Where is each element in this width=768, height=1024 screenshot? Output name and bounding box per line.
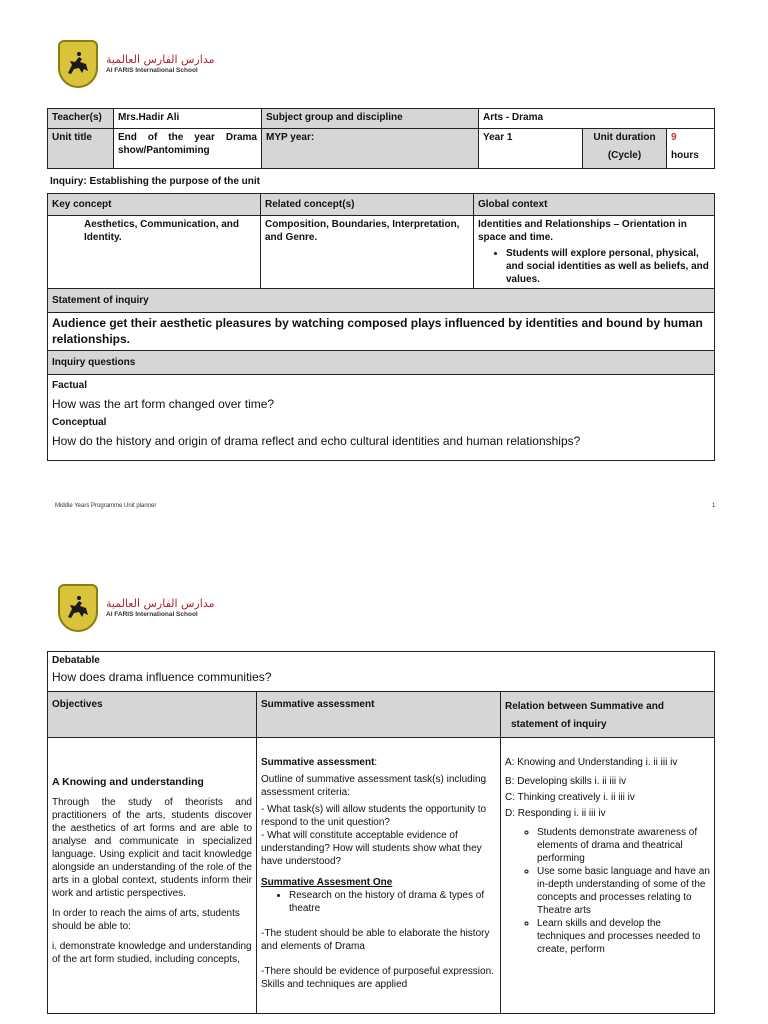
- school-name-arabic: مدارس الفارس العالمية: [106, 53, 215, 66]
- horse-rider-shield-icon: [58, 40, 98, 88]
- teacher-label: Teacher(s): [48, 109, 114, 129]
- summative-label: Summative assessment: [257, 692, 501, 738]
- relation-criterion-b: B: Developing skills i. ii iii iv: [505, 776, 627, 787]
- related-concepts-label: Related concept(s): [261, 194, 474, 216]
- unit-info-table: [47, 108, 715, 169]
- summative-one-heading: Summative Assesment One: [261, 877, 393, 888]
- inquiry-table: [47, 193, 715, 461]
- summative-outline: Outline of summative assessment task(s) including assessment criteria:: [261, 774, 487, 798]
- global-context-bullet: • Students will explore personal, physical, and social identities as well as beliefs, and values.: [506, 247, 710, 286]
- myp-year-value: Year 1: [479, 129, 583, 169]
- unit-duration-title: Unit duration: [593, 132, 656, 143]
- debatable-question: How does drama influence communities?: [52, 670, 272, 684]
- relation-criterion-c: C: Thinking creatively i. ii iii iv: [505, 792, 635, 803]
- unit-duration-sub: (Cycle): [607, 150, 642, 161]
- relation-label-line2: statement of inquiry: [511, 719, 607, 730]
- summative-question-1: - What task(s) will allow students the opportunity to respond to the unit question?: [261, 804, 487, 828]
- subject-label: Subject group and discipline: [262, 109, 479, 129]
- summative-question-2: - What will constitute acceptable evidence of understanding? How will students show what they have understood?: [261, 830, 482, 867]
- footer-title: Middle Years Programme Unit planner: [55, 503, 157, 509]
- statement-value: Audience get their aesthetic pleasures by watching composed plays influenced by identities and bound by human relationships.: [48, 313, 715, 351]
- relation-criterion-d: D: Responding i. ii iii iv: [505, 808, 606, 819]
- global-context-value: Identities and Relationships – Orientation in space and time.: [478, 219, 687, 243]
- subject-value: Arts - Drama: [479, 109, 715, 129]
- duration-number: 9: [671, 132, 677, 143]
- summative-heading-text: Summative assessment: [261, 757, 375, 768]
- factual-question: How was the art form changed over time?: [52, 397, 275, 411]
- summative-line-1: -The student should be able to elaborate the history and elements of Drama: [261, 928, 490, 952]
- unit-title-label: Unit title: [48, 129, 114, 169]
- teacher-value: Mrs.Hadir Ali: [114, 109, 262, 129]
- relation-label-line1: Relation between Summative and: [505, 701, 664, 712]
- summative-cell: [257, 738, 501, 1014]
- school-logo: [58, 40, 215, 88]
- global-context-label: Global context: [474, 194, 715, 216]
- key-concept-label: Key concept: [48, 194, 261, 216]
- inquiry-questions-label: Inquiry questions: [48, 351, 715, 375]
- global-context-cell: [474, 216, 715, 289]
- myp-year-label: MYP year:: [262, 129, 479, 169]
- related-concepts-value: Composition, Boundaries, Interpretation, and Genre.: [261, 216, 474, 289]
- school-name-arabic: مدارس الفارس العالمية: [106, 597, 215, 610]
- objectives-cell: [48, 738, 257, 1014]
- unit-title-value: End of the year Drama show/Pantomiming: [114, 129, 262, 169]
- statement-label: Statement of inquiry: [48, 289, 715, 313]
- relation-bullet: ◦ Students demonstrate awareness of elements of drama and theatrical performing: [537, 826, 710, 865]
- objective-a-para2: In order to reach the aims of arts, students should be able to:: [52, 908, 240, 932]
- key-concept-value: Aesthetics, Communication, and Identity.: [48, 216, 261, 289]
- objective-a-para1: Through the study of theorists and practitioners of the arts, students discover the aesthetics of art forms and are able to analyse and communicate in specialized language. Using explicit and tacit knowledge alongside an understanding of the role of the arts in a global context, students inform their work and artistic perspectives.: [52, 797, 252, 899]
- inquiry-heading: Inquiry: Establishing the purpose of the unit: [50, 176, 260, 187]
- factual-label: Factual: [52, 380, 88, 391]
- horse-rider-shield-icon: [58, 584, 98, 632]
- summative-heading-colon: :: [374, 757, 378, 768]
- relation-bullet: ◦ Learn skills and develop the techniques and processes needed to create, perform: [537, 917, 710, 956]
- school-logo-page2: [58, 584, 215, 632]
- footer-page-number: 1: [712, 503, 716, 509]
- school-name-english: Al FARIS International School: [106, 611, 198, 618]
- objectives-label: Objectives: [48, 692, 257, 738]
- assessment-table: [47, 651, 715, 1014]
- conceptual-question: How do the history and origin of drama reflect and echo cultural identities and human relationships?: [52, 434, 581, 448]
- relation-criterion-a: A: Knowing and Understanding i. ii iii iv: [505, 757, 678, 768]
- conceptual-label: Conceptual: [52, 417, 107, 428]
- summative-line-2: -There should be evidence of purposeful expression. Skills and techniques are applied: [261, 966, 494, 990]
- duration-unit: hours: [671, 150, 699, 161]
- inquiry-questions-cell: [48, 375, 715, 461]
- unit-duration-label: [583, 129, 667, 169]
- relation-cell: [501, 738, 715, 1014]
- debatable-label: Debatable: [52, 655, 100, 666]
- summative-one-bullet: • Research on the history of drama & types of theatre: [289, 889, 496, 915]
- relation-bullet: ◦ Use some basic language and have an in-depth understanding of some of the concepts and processes relating to Theatre arts: [537, 865, 710, 917]
- school-name-english: Al FARIS International School: [106, 67, 198, 74]
- objective-a-heading: A Knowing and understanding: [52, 776, 204, 788]
- debatable-cell: [48, 652, 715, 692]
- relation-label: [501, 692, 715, 738]
- objective-a-para3: i. demonstrate knowledge and understanding of the art form studied, including concepts,: [52, 941, 252, 965]
- unit-duration-value: [667, 129, 715, 169]
- summative-heading: [261, 756, 496, 769]
